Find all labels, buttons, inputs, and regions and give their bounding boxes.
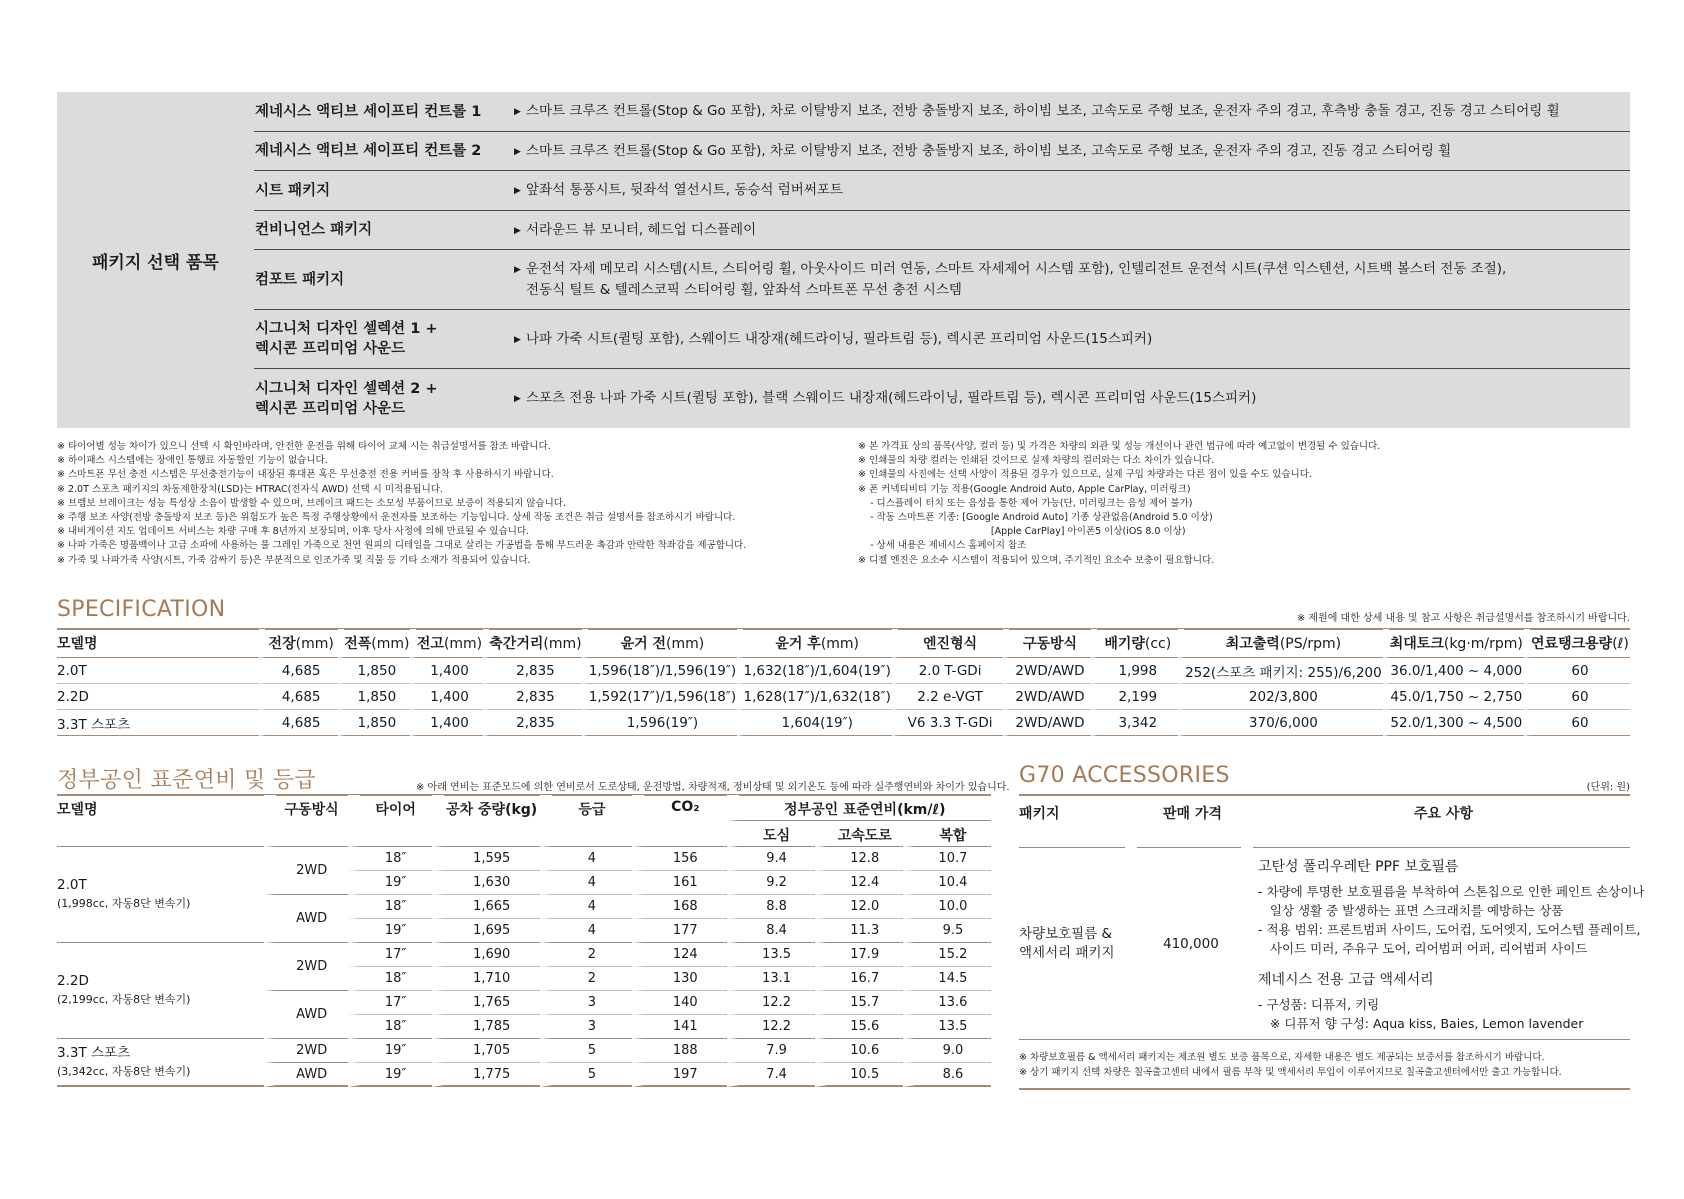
fuel-cell: 19″ [348,1063,432,1087]
fuel-cell: 124 [632,943,726,967]
fuel-note: ※ 아래 연비는 표준모드에 의한 연비로서 도로상태, 운전방법, 차량적재, 정비상태 및 외기온도 등에 따라 실주행연비와 차이가 있습니다. [416,782,1010,793]
fuel-header-model: 모델명 [57,795,264,847]
acc-header-package: 패키지 [1019,806,1060,822]
fuel-header-combined: 복합 [903,821,991,847]
package-options-panel [57,92,1630,428]
fuel-cell: 17.9 [815,943,903,967]
fuel-cell: 4 [540,919,632,943]
fuel-cell: 19″ [348,1039,432,1063]
fuel-cell: 1,705 [432,1039,540,1063]
fuel-cell: 12.0 [815,895,903,919]
fuel-cell: 18″ [348,847,432,871]
fuel-cell: 18″ [348,895,432,919]
fuel-cell: 12.8 [815,847,903,871]
package-name: 시트 패키지 [255,182,331,199]
fuel-cell: 168 [632,895,726,919]
spec-header: 전폭(mm) [338,629,411,658]
package-row [254,92,1630,132]
fuel-model-sub: (2,199cc, 자동8단 변속기) [57,993,191,1006]
fuel-table [57,795,991,1087]
fuel-cell: 14.5 [903,967,991,991]
fuel-header-weight: 공차 중량(kg) [432,795,540,847]
spec-cell: 1,596(19″) [582,710,737,736]
accessories-title: G70 ACCESSORIES [1019,763,1230,788]
spec-cell: 1,998 [1091,658,1178,684]
fuel-model-name: 3.3T 스포츠 [57,1044,131,1061]
spec-cell: 2,199 [1091,684,1178,710]
fuel-row [57,847,991,871]
package-row [254,132,1630,171]
spec-cell: 1,400 [410,658,483,684]
fuel-cell: 3 [540,991,632,1015]
spec-cell: 1,596(18″)/1,596(19″) [582,658,737,684]
acc-header-price: 판매 가격 [1163,806,1222,822]
spec-cell: 1,604(19″) [737,710,892,736]
package-desc: ▶ 스포츠 전용 나파 가죽 시트(퀼팅 포함), 블랙 스웨이드 내장재(헤드라이닝, 필라트림 등), 렉시콘 프리미엄 사운드(15스피커) [512,388,1630,409]
fuel-cell: 4 [540,871,632,895]
spec-header: 엔진형식 [892,629,1003,658]
fuel-cell: 12.4 [815,871,903,895]
spec-cell: 4,685 [259,658,338,684]
acc-package-name: 차량보호필름 & 액세서리 패키지 [1019,926,1115,961]
fuel-row [57,943,991,967]
fuel-cell: 8.4 [727,919,815,943]
fuel-drive-cell: 2WD [264,943,348,991]
spec-cell: 2.0T [57,658,259,684]
package-list [254,92,1630,428]
package-desc: ▶ 서라운드 뷰 모니터, 헤드업 디스플레이 [512,220,1630,241]
spec-cell: 2WD/AWD [1003,658,1092,684]
fuel-cell: 12.2 [727,991,815,1015]
spec-header: 최고출력(PS/rpm) [1178,629,1383,658]
fuel-cell: 19″ [348,919,432,943]
fuel-cell: 18″ [348,1015,432,1039]
fuel-cell: 197 [632,1063,726,1087]
acc-item1-title: 고탄성 폴리우레탄 PPF 보호필름 [1258,859,1459,875]
fuel-cell: 161 [632,871,726,895]
spec-header: 배기량(cc) [1091,629,1178,658]
spec-cell: 45.0/1,750 ~ 2,750 [1383,684,1524,710]
spec-cell: 2WD/AWD [1003,684,1092,710]
fuel-header-grade: 등급 [540,795,632,847]
fuel-cell: 15.6 [815,1015,903,1039]
fuel-cell: 13.5 [903,1015,991,1039]
spec-cell: 3.3T 스포츠 [57,710,259,736]
fuel-cell: 4 [540,847,632,871]
spec-cell: 36.0/1,400 ~ 4,000 [1383,658,1524,684]
fuel-cell: 7.9 [727,1039,815,1063]
fuel-model-cell [57,847,264,943]
fuel-cell: 5 [540,1063,632,1087]
spec-header: 전고(mm) [410,629,483,658]
spec-cell: 1,850 [338,684,411,710]
spec-title: SPECIFICATION [57,597,226,622]
package-row [254,211,1630,250]
spec-table [57,629,1630,736]
package-desc: ▶ 스마트 크루즈 컨트롤(Stop & Go 포함), 차로 이탈방지 보조, 전방 충돌방지 보조, 하이빔 보조, 고속도로 주행 보조, 운전자 주의 경고, 진동 경고 스티어링 휠 [512,141,1630,162]
package-name: 시그니처 디자인 셀렉션 2 + 렉시콘 프리미엄 사운드 [255,380,438,417]
fuel-header-tire: 타이어 [348,795,432,847]
spec-cell: 52.0/1,300 ~ 4,500 [1383,710,1524,736]
fuel-cell: 1,630 [432,871,540,895]
spec-cell: 3,342 [1091,710,1178,736]
fuel-header-efficiency: 정부공인 표준연비(km/ℓ) [727,795,991,821]
fuel-cell: 8.8 [727,895,815,919]
package-name: 시그니처 디자인 셀렉션 1 + 렉시콘 프리미엄 사운드 [255,321,438,357]
spec-row [57,684,1630,710]
fuel-header-row [57,795,991,821]
fuel-cell: 4 [540,895,632,919]
spec-cell: 2,835 [483,684,582,710]
spec-row [57,710,1630,736]
acc-price: 410,000 [1163,936,1219,952]
package-name: 제네시스 액티브 세이프티 컨트롤 2 [255,143,482,159]
fuel-cell: 11.3 [815,919,903,943]
fuel-cell: 10.7 [903,847,991,871]
fuel-cell: 9.5 [903,919,991,943]
spec-note: ※ 제원에 대한 상세 내용 및 참고 사항은 취급설명서를 참조하시기 바랍니다. [1296,613,1630,624]
spec-cell: 1,400 [410,710,483,736]
fuel-cell: 140 [632,991,726,1015]
fuel-header-highway: 고속도로 [815,821,903,847]
fuel-drive-cell: 2WD [264,1039,348,1063]
fuel-cell: 10.4 [903,871,991,895]
notes-left: ※ 타이어별 성능 차이가 있으니 선택 시 확인바라며, 안전한 운전을 위해 타이어 교체 시는 취급설명서를 참조 바랍니다. ※ 하이패스 시스템에는 장애인 통행료 자동할인 기능이 없습니다. ※ 스마트폰 무선 충전 시스템은 무선충전기능이 내장된 휴대폰 혹은 무선충전 전용 커버를 장착 후 사용하시기 바랍니다. ※ 2.0T 스포츠 패키지의 차동제한장치(LSD)는 HTRAC(전자식 AWD) 선택 시 미적용됩니다. ※ 브렘보 브레이크는 성능 특성상 소음이 발생할 수 있으며, 브레이크 패드는 소모성 부품이므로 보증이 적용되지 않습니다. ※ 주행 보조 사양(전방 충돌방지 보조 등)은 위험도가 높은 특정 주행상황에서 운전자를 보조하는 기능입니다. 상세 작동 조건은 취급 설명서를 참조하시기 바랍니다. ※ 내비게이션 지도 업데이트 서비스는 차량 구매 후 8년까지 보장되며, 이후 당사 사정에 의해 만료될 수 있습니다. ※ 나파 가죽은 명품백이나 고급 소파에 사용하는 풀 그레인 가죽으로 천연 원피의 디테일을 그대로 살리는 가공법을 통해 부드러운 촉감과 안락한 착좌감을 제공합니다. ※ 가죽 및 나파가죽 사양(시트, 가죽 감싸기 등)은 부분적으로 인조가죽 및 직물 등 기타 소재가 적용되어 있습니다. [57,441,747,566]
fuel-cell: 9.4 [727,847,815,871]
fuel-cell: 177 [632,919,726,943]
package-desc: ▶ 앞좌석 통풍시트, 뒷좌석 열선시트, 동승석 럼버써포트 [512,180,1630,201]
spec-header: 축간거리(mm) [483,629,582,658]
divider [1019,1039,1630,1040]
fuel-header-city: 도심 [727,821,815,847]
divider [1137,847,1241,848]
spec-cell: 252(스포츠 패키지: 255)/6,200 [1178,658,1383,684]
fuel-cell: 188 [632,1039,726,1063]
fuel-cell: 156 [632,847,726,871]
fuel-cell: 19″ [348,871,432,895]
fuel-cell: 1,785 [432,1015,540,1039]
notes-right: ※ 본 가격표 상의 품목(사양, 컬러 등) 및 가격은 차량의 외관 및 성능 개선이나 관련 법규에 따라 예고없이 변경될 수 있습니다. ※ 인쇄물의 차량 컬러는 인쇄된 것이므로 실제 차량의 컬러와는 다소 차이가 있습니다. ※ 인쇄물의 사진에는 선택 사양이 적용된 경우가 있으므로, 실제 구입 차량과는 다른 점이 있을 수도 있습니다. ※ 폰 커넥티비티 기능 적용(Google Android Auto, Apple CarPlay, 미러링크) - 디스플레이 터치 또는 음성을 통한 제어 가능(단, 미러링크는 음성 제어 불가) - 작동 스마트폰 기종: [Google Android Auto] 기종 상관없음(Android 5.0 이상) [Apple CarPlay] 아이폰5 이상(iOS 8.0 이상) - 상세 내용은 제네시스 홈페이지 참조 ※ 디젤 엔진은 요소수 시스템이 적용되어 있으며, 주기적인 요소수 보충이 필요합니다. [858,441,1381,566]
fuel-drive-cell: AWD [264,1063,348,1087]
package-name: 컨비니언스 패키지 [255,222,373,238]
fuel-cell: 1,775 [432,1063,540,1087]
fuel-cell: 7.4 [727,1063,815,1087]
divider [1019,847,1125,848]
accessories-top-rule [1019,794,1630,796]
fuel-cell: 1,710 [432,967,540,991]
fuel-drive-cell: AWD [264,991,348,1039]
spec-cell: 2.2 e-VGT [892,684,1003,710]
fuel-header-co2: CO₂ [632,795,726,847]
fuel-cell: 1,695 [432,919,540,943]
fuel-drive-cell: 2WD [264,847,348,895]
fuel-cell: 9.2 [727,871,815,895]
spec-cell: 60 [1524,710,1630,736]
package-row [254,310,1630,369]
fuel-cell: 16.7 [815,967,903,991]
spec-cell: 2,835 [483,710,582,736]
fuel-model-name: 2.0T [57,877,87,893]
fuel-title: 정부공인 표준연비 및 등급 [57,768,316,793]
spec-cell: 60 [1524,684,1630,710]
fuel-header-drive: 구동방식 [264,795,348,847]
fuel-model-cell [57,1039,264,1087]
fuel-cell: 5 [540,1039,632,1063]
fuel-cell: 2 [540,943,632,967]
spec-cell: 2WD/AWD [1003,710,1092,736]
spec-cell: 1,400 [410,684,483,710]
acc-note: ※ 상기 패키지 선택 차량은 칠곡출고센터 내에서 필름 부착 및 액세서리 투입이 이루어지므로 칠곡출고센터에서만 출고 가능합니다. [1019,1067,1562,1078]
spec-cell: 2.0 T-GDi [892,658,1003,684]
spec-cell: 4,685 [259,684,338,710]
fuel-model-sub: (1,998cc, 자동8단 변속기) [57,897,191,910]
package-desc: ▶ 스마트 크루즈 컨트롤(Stop & Go 포함), 차로 이탈방지 보조, 전방 충돌방지 보조, 하이빔 보조, 고속도로 주행 보조, 운전자 주의 경고, 후측방 충돌 경고, 진동 경고 스티어링 휠 [512,101,1630,122]
fuel-cell: 10.0 [903,895,991,919]
fuel-cell: 15.2 [903,943,991,967]
spec-cell: 202/3,800 [1178,684,1383,710]
spec-header: 모델명 [57,629,259,658]
accessories-unit: (단위: 원) [1586,782,1630,793]
fuel-cell: 10.5 [815,1063,903,1087]
package-name: 제네시스 액티브 세이프티 컨트롤 1 [255,103,482,120]
spec-header: 윤거 전(mm) [582,629,737,658]
spec-cell: 1,850 [338,710,411,736]
fuel-cell: 17″ [348,943,432,967]
fuel-cell: 1,595 [432,847,540,871]
fuel-cell: 1,690 [432,943,540,967]
spec-cell: 2,835 [483,658,582,684]
fuel-cell: 12.2 [727,1015,815,1039]
fuel-model-name: 2.2D [57,973,89,989]
spec-header: 연료탱크용량(ℓ) [1524,629,1630,658]
accessories-bottom-rule [1019,1088,1630,1090]
spec-cell: 4,685 [259,710,338,736]
divider [1253,847,1630,848]
spec-header: 구동방식 [1003,629,1092,658]
package-desc: ▶ 운전석 자세 메모리 시스템(시트, 스티어링 휠, 아웃사이드 미러 연동, 스마트 자세제어 시스템 포함), 인텔리전트 운전석 시트(쿠션 익스텐션, 시트백 볼스터 전동 조절), 전동식 틸트 & 텔레스코픽 스티어링 휠, 앞좌석 스마트폰 무선 충전 시스템 [512,259,1630,300]
spec-cell: 60 [1524,658,1630,684]
fuel-cell: 9.0 [903,1039,991,1063]
fuel-drive-cell: AWD [264,895,348,943]
fuel-cell: 141 [632,1015,726,1039]
spec-cell: 1,628(17″)/1,632(18″) [737,684,892,710]
fuel-cell: 2 [540,967,632,991]
fuel-cell: 17″ [348,991,432,1015]
accessories-notes [1019,1050,1562,1080]
acc-note: ※ 차량보호필름 & 액세서리 패키지는 제조원 별도 보증 품목으로, 자세한 내용은 별도 제공되는 보증서를 참조하시기 바랍니다. [1019,1052,1545,1063]
spec-cell: 2.2D [57,684,259,710]
acc-item2-lines: - 구성품: 디퓨저, 키링 ※ 디퓨저 향 구성: Aqua kiss, Baies, Lemon lavender [1258,997,1584,1031]
fuel-cell: 13.1 [727,967,815,991]
spec-cell: 1,632(18″)/1,604(19″) [737,658,892,684]
spec-header: 윤거 후(mm) [737,629,892,658]
spec-header-row [57,629,1630,658]
fuel-model-cell [57,943,264,1039]
package-row [254,250,1630,310]
acc-item1-lines: - 차량에 투명한 보호필름을 부착하여 스톤칩으로 인한 페인트 손상이나 일상 생활 중 발생하는 표면 스크래치를 예방하는 상품 - 적용 범위: 프론트범퍼 사이드, 도어컵, 도어엣지, 도어스텝 플레이트, 사이드 미러, 주유구 도어, 리어범퍼 어퍼, 리어범퍼 사이드 [1258,884,1645,956]
package-row [254,171,1630,211]
fuel-cell: 130 [632,967,726,991]
spec-header: 전장(mm) [259,629,338,658]
package-desc: ▶ 나파 가죽 시트(퀼팅 포함), 스웨이드 내장재(헤드라이닝, 필라트림 등), 렉시콘 프리미엄 사운드(15스피커) [512,329,1630,350]
package-row [254,369,1630,428]
fuel-model-sub: (3,342cc, 자동8단 변속기) [57,1064,191,1078]
spec-header: 최대토크(kg·m/rpm) [1383,629,1524,658]
package-section-title: 패키지 선택 품목 [92,252,219,273]
fuel-cell: 15.7 [815,991,903,1015]
fuel-cell: 1,765 [432,991,540,1015]
spec-row [57,658,1630,684]
spec-cell: 1,592(17″)/1,596(18″) [582,684,737,710]
fuel-cell: 13.5 [727,943,815,967]
fuel-cell: 13.6 [903,991,991,1015]
fuel-cell: 10.6 [815,1039,903,1063]
fuel-cell: 18″ [348,967,432,991]
acc-item2-title: 제네시스 전용 고급 액세서리 [1258,972,1434,988]
fuel-row [57,1039,991,1063]
acc-header-main: 주요 사항 [1414,806,1473,822]
spec-cell: 1,850 [338,658,411,684]
package-name: 컴포트 패키지 [255,271,345,288]
spec-cell: 370/6,000 [1178,710,1383,736]
fuel-cell: 1,665 [432,895,540,919]
spec-cell: V6 3.3 T-GDi [892,710,1003,736]
fuel-cell: 3 [540,1015,632,1039]
fuel-cell: 8.6 [903,1063,991,1087]
